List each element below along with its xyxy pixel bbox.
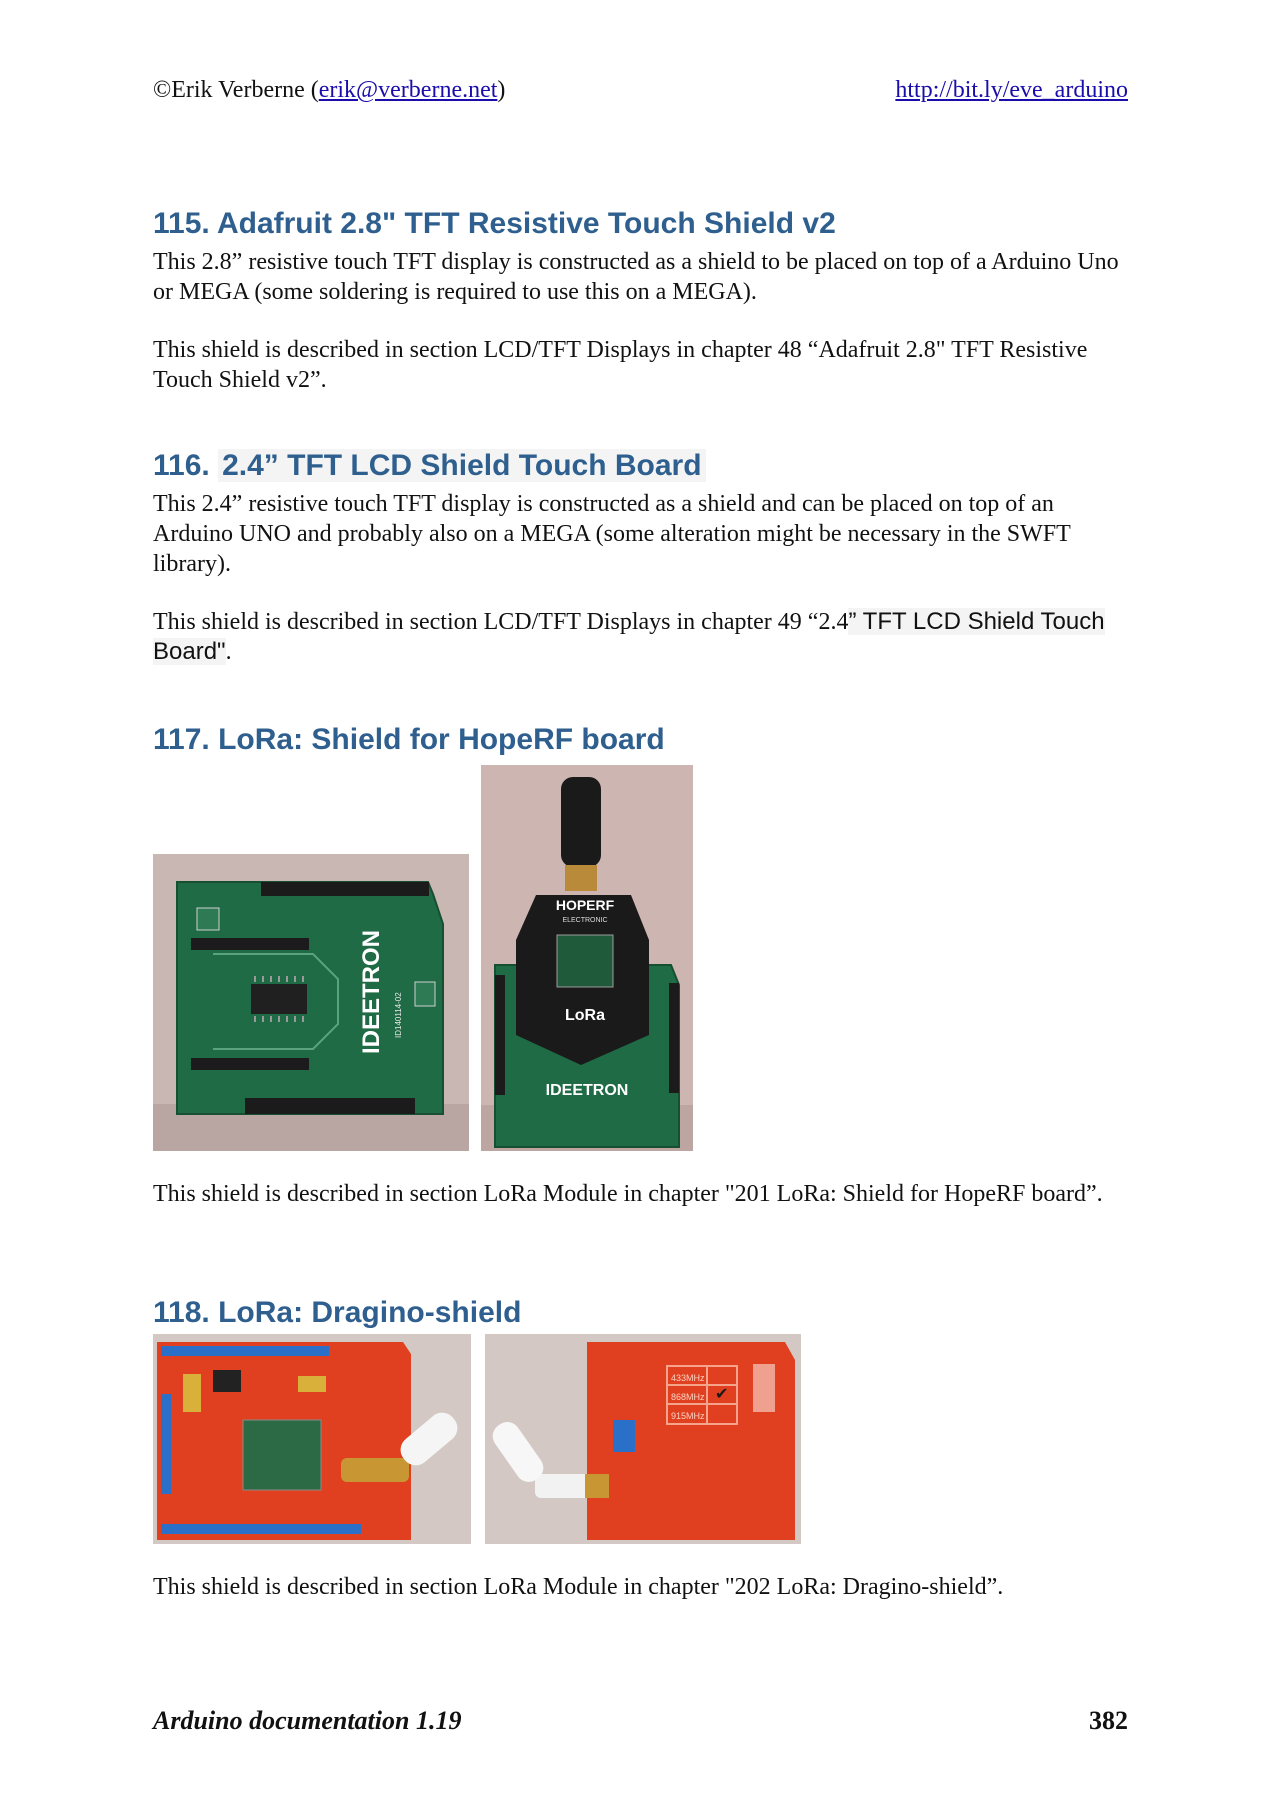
section-116-paragraph-1: This 2.4” resistive touch TFT display is constructed as a shield and can be placed on top of an Arduino UNO and probably also on a MEGA (some alteration might be necessary in the SWFT library).	[153, 491, 1071, 577]
section-116-title-text: 2.4” TFT LCD Shield Touch Board	[218, 449, 705, 482]
footer-page-number: 382	[1089, 1706, 1128, 1735]
section-115-paragraph-2: This shield is described in section LCD/TFT Displays in chapter 48 “Adafruit 2.8" TFT Resistive Touch Shield v2”.	[153, 337, 1088, 393]
section-117-paragraph: This shield is described in section LoRa Module in chapter "201 LoRa: Shield for HopeRF board”.	[153, 1181, 1103, 1207]
website-link[interactable]: http://bit.ly/eve_arduino	[895, 77, 1128, 103]
section-117-title: 117. LoRa: Shield for HopeRF board	[153, 723, 665, 756]
author-suffix: )	[497, 77, 506, 103]
section-115-paragraph-1: This 2.8” resistive touch TFT display is constructed as a shield to be placed on top of a Arduino Uno or MEGA (some soldering is required to use this on a MEGA).	[153, 249, 1119, 305]
ideetron-id-1: ID140114-02	[394, 992, 403, 1038]
lora-shield-photo-with-module	[481, 765, 693, 1151]
section-116-number: 116.	[153, 449, 219, 482]
section-116-p2-suffix: .	[225, 639, 232, 665]
dragino-back-image	[485, 1334, 801, 1544]
lora-shield-bare-image	[153, 854, 469, 1151]
page-header-author	[153, 76, 505, 104]
freq-868: 868MHz	[671, 1392, 705, 1402]
ideetron-silkscreen-2: IDEETRON	[545, 1082, 629, 1099]
footer-doc-title: Arduino documentation 1.19	[153, 1706, 462, 1735]
dragino-front-image	[153, 1334, 471, 1544]
hoperf-brand: HOPERF	[555, 897, 615, 913]
lora-shield-photo-bare	[153, 854, 469, 1151]
svg-text:✔: ✔	[715, 1384, 729, 1403]
ideetron-silkscreen-1: IDEETRON	[358, 929, 385, 1054]
dragino-shield-photo-back	[485, 1334, 801, 1544]
section-116-p2-sans: ” TFT LCD Shield Touch Board"	[153, 608, 1105, 665]
author-prefix: ©Erik Verberne (	[153, 77, 319, 103]
section-116-paragraph-2	[153, 607, 1133, 667]
section-116-p2-prefix: This shield is described in section LCD/TFT Displays in chapter 49 “2.4	[153, 609, 849, 635]
section-118-title: 118. LoRa: Dragino-shield	[153, 1296, 522, 1329]
lora-module-label: LoRa	[565, 1007, 605, 1024]
section-118-paragraph: This shield is described in section LoRa Module in chapter "202 LoRa: Dragino-shield”.	[153, 1574, 1004, 1600]
section-115-title: 115. Adafruit 2.8" TFT Resistive Touch Shield v2	[153, 207, 836, 240]
section-116-title	[153, 448, 706, 484]
freq-433: 433MHz	[671, 1373, 705, 1383]
freq-915: 915MHz	[671, 1411, 705, 1421]
lora-shield-module-image	[481, 765, 693, 1151]
email-link[interactable]: erik@verberne.net	[318, 77, 498, 103]
hoperf-sub: ELECTRONIC	[562, 917, 608, 924]
page-header-url	[895, 76, 1128, 104]
dragino-shield-photo-front	[153, 1334, 471, 1544]
